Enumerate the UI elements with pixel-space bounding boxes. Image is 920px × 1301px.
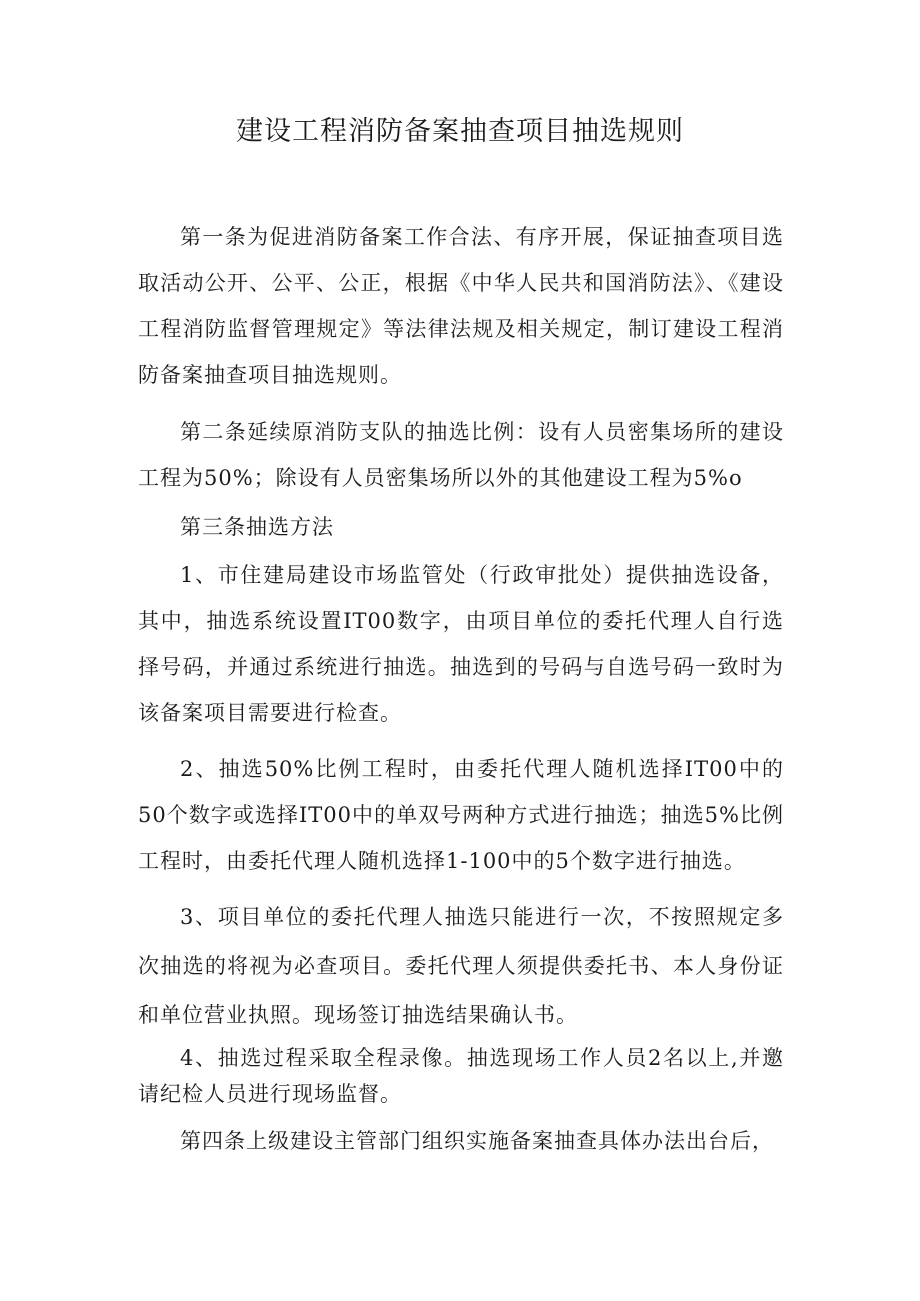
- article-1-paragraph: 第一条为促进消防备案工作合法、有序开展，保证抽查项目选取活动公开、公平、公正，根据《中华人民共和国消防法》、《建设工程消防监督管理规定》等法律法规及相关规定，制订建设工程消防备案抽查项目抽选规则。: [138, 225, 784, 387]
- method-item-4: 4、抽选过程采取全程录像。抽选现场工作人员2名以上,并邀请纪检人员进行现场监督。: [138, 1046, 784, 1106]
- method-item-3: 3、项目单位的委托代理人抽选只能进行一次，不按照规定多次抽选的将视为必查项目。委托代理人须提供委托书、本人身份证和单位营业执照。现场签订抽选结果确认书。: [138, 905, 784, 1027]
- article-2-paragraph: 第二条延续原消防支队的抽选比例：设有人员密集场所的建设工程为50%；除设有人员密集场所以外的其他建设工程为5%o: [138, 420, 784, 490]
- method-item-1: 1、市住建局建设市场监管处（行政审批处）提供抽选设备，其中，抽选系统设置IT00数字，由项目单位的委托代理人自行选择号码，并通过系统进行抽选。抽选到的号码与自选号码一致时为该备案项目需要进行检查。: [138, 563, 784, 725]
- article-4-paragraph: 第四条上级建设主管部门组织实施备案抽查具体办法出台后，: [180, 1129, 774, 1153]
- method-item-2: 2、抽选50%比例工程时，由委托代理人随机选择IT00中的50个数字或选择IT00中的单双号两种方式进行抽选；抽选5%比例工程时，由委托代理人随机选择1-100中的5个数字进行抽选。: [138, 757, 784, 873]
- article-3-heading: 第三条抽选方法: [180, 515, 334, 539]
- document-title: 建设工程消防备案抽查项目抽选规则: [236, 116, 684, 147]
